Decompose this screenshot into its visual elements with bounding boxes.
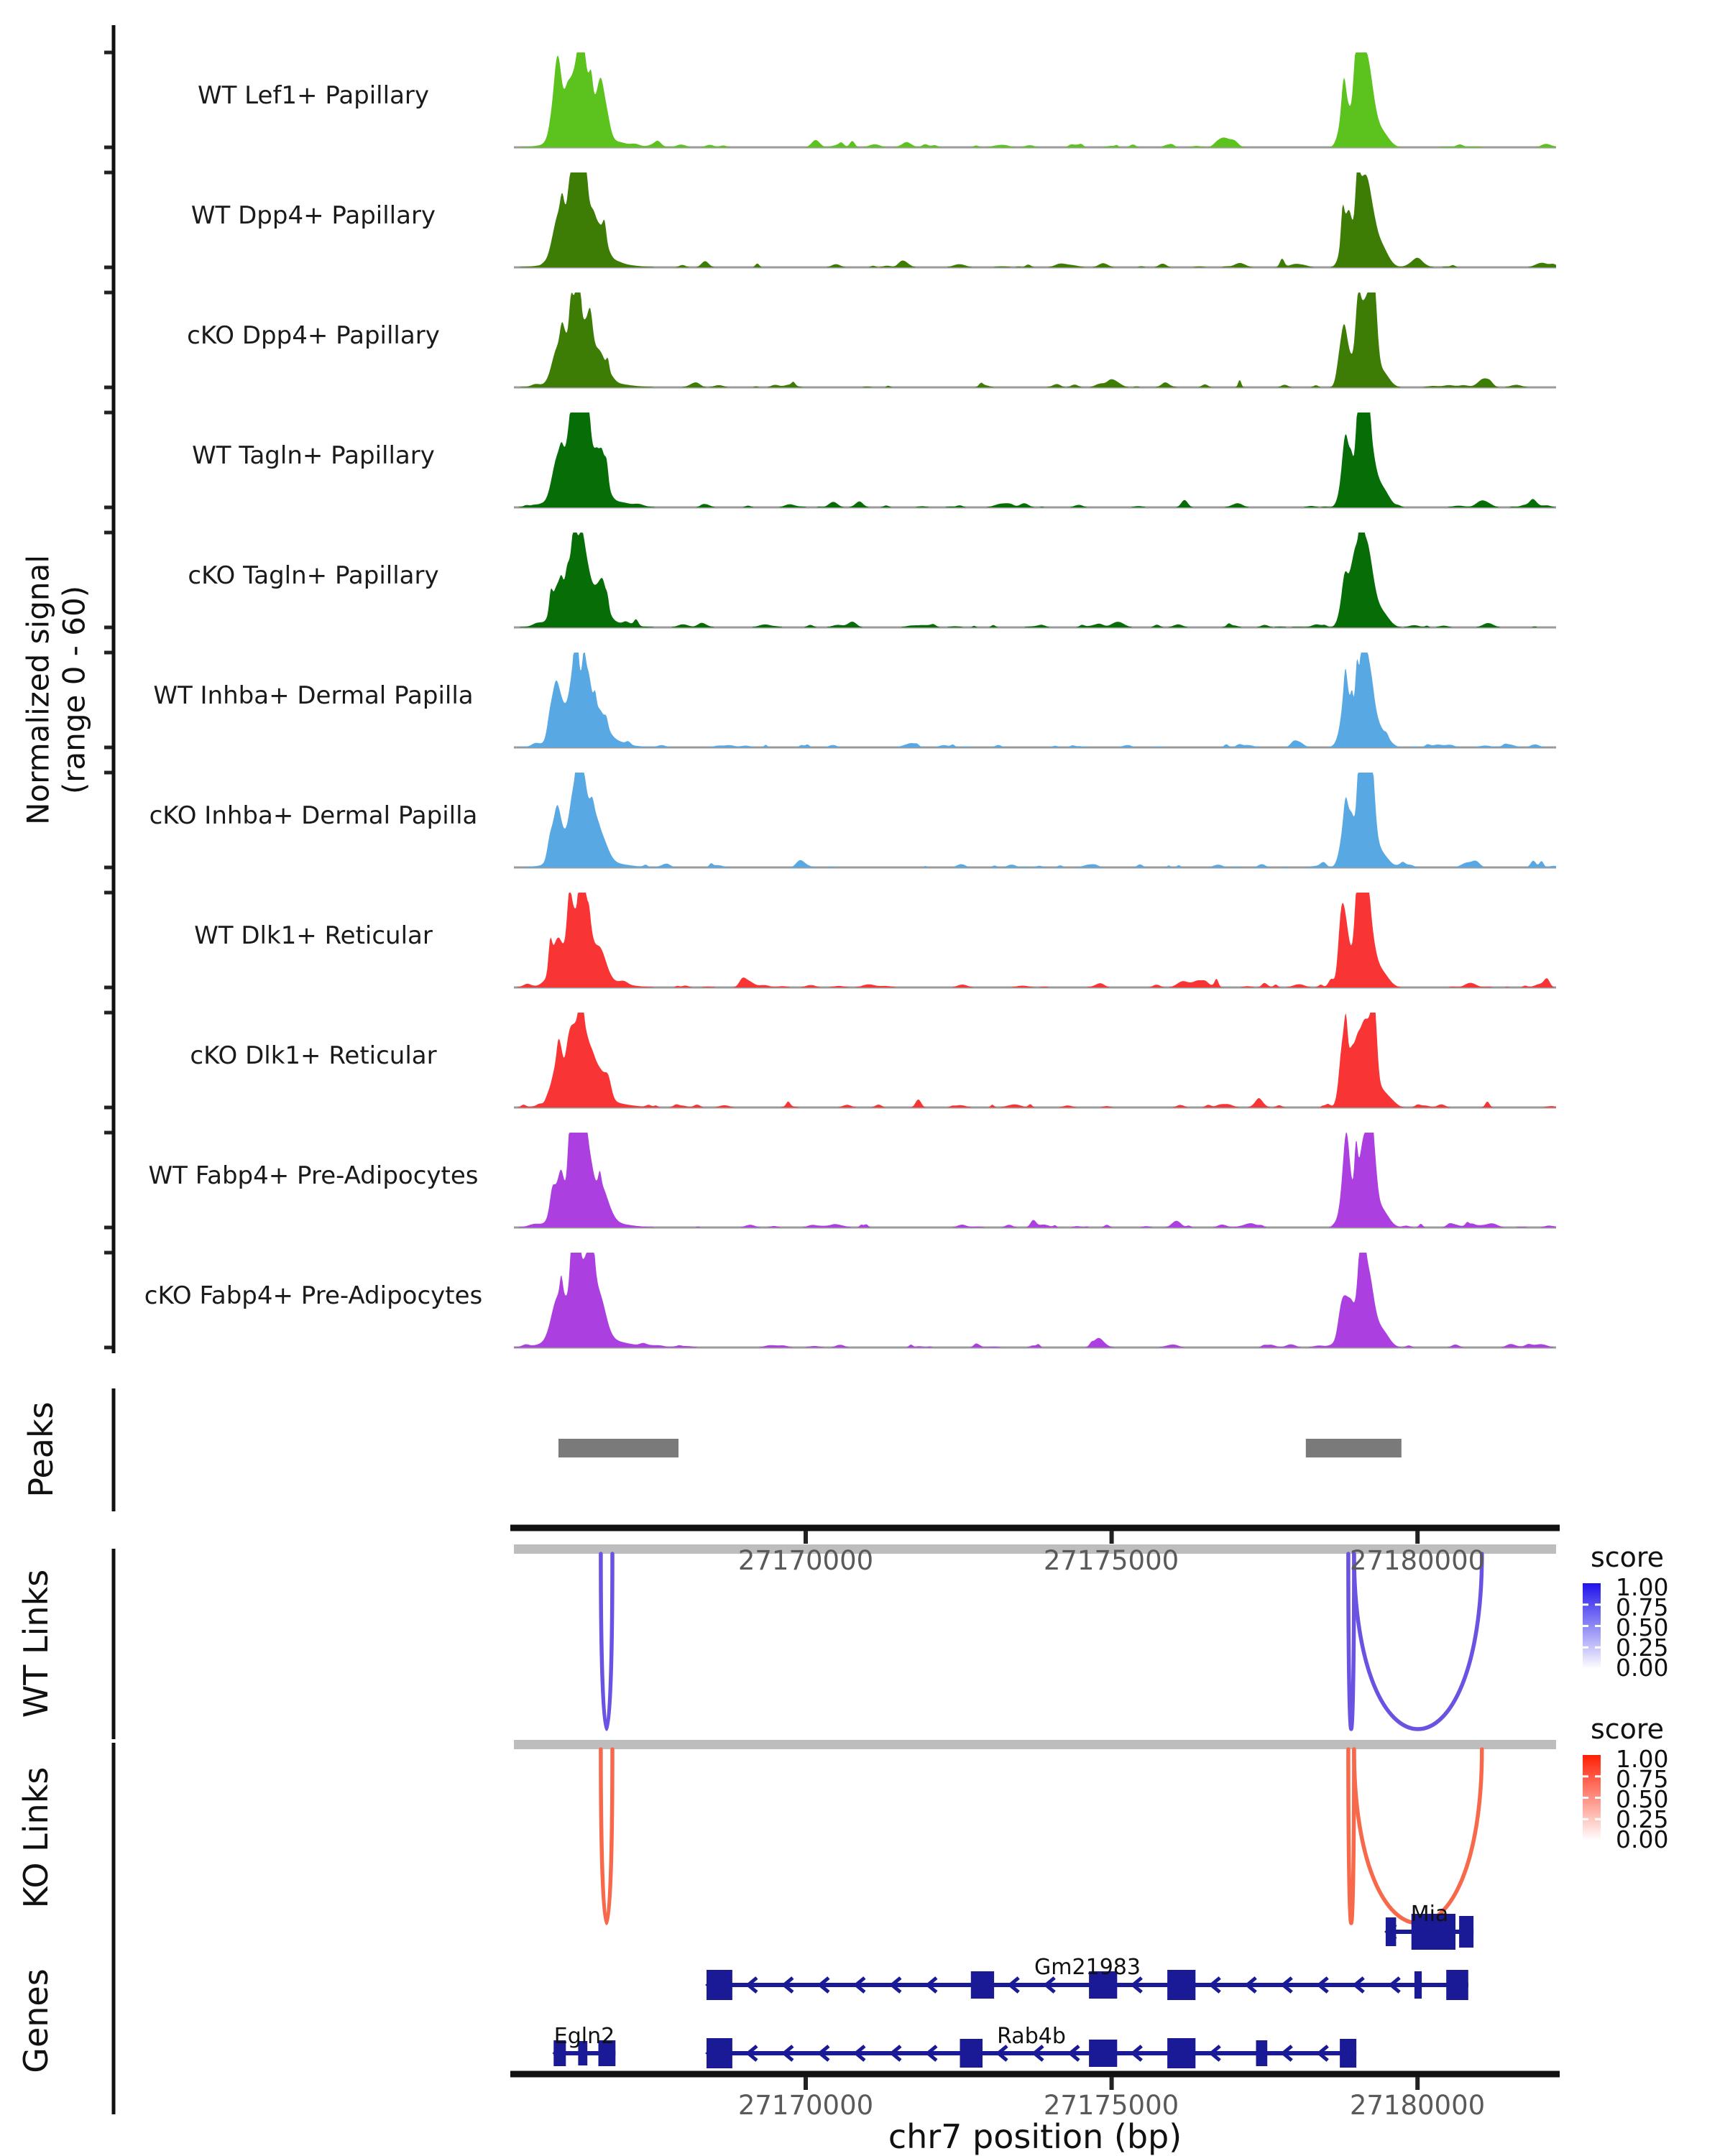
gene-label-egln2: Egln2 bbox=[553, 2024, 615, 2049]
gene-exon bbox=[1414, 1971, 1422, 1999]
signal-axis-label bbox=[20, 555, 91, 825]
x-axis-title: chr7 position (bp) bbox=[888, 2117, 1182, 2156]
wt-score-level-100: 1.00 bbox=[1616, 1573, 1669, 1601]
signal-axis-label-line2: (range 0 - 60) bbox=[56, 585, 91, 795]
signal-area bbox=[514, 773, 1556, 867]
track-label-wt-inhba: WT Inhba+ Dermal Papilla bbox=[153, 681, 474, 710]
track-label-wt-fabp4: WT Fabp4+ Pre-Adipocytes bbox=[148, 1161, 479, 1190]
link-arc bbox=[1354, 1554, 1482, 1729]
wt-score-level-000: 0.00 bbox=[1616, 1654, 1669, 1682]
gene-exon bbox=[1340, 2039, 1356, 2068]
chromosome-bar bbox=[514, 1740, 1556, 1749]
ko-score-level-050: 0.50 bbox=[1616, 1785, 1669, 1813]
signal-area bbox=[514, 893, 1556, 987]
gene-exon bbox=[971, 1971, 994, 1999]
track-label-wt-lef1: WT Lef1+ Papillary bbox=[197, 81, 430, 110]
ko-score-level-100: 1.00 bbox=[1616, 1745, 1669, 1773]
signal-area bbox=[514, 52, 1556, 147]
ko-links-section-label: KO Links bbox=[17, 1766, 55, 1909]
peaks-section-label: Peaks bbox=[22, 1401, 60, 1498]
signal-axis-label-line1: Normalized signal bbox=[20, 555, 56, 825]
link-arc bbox=[601, 1749, 612, 1923]
link-arc bbox=[601, 1554, 612, 1729]
axis2-tick-27170000: 27170000 bbox=[737, 2090, 874, 2121]
axis2-tick-27175000: 27175000 bbox=[1043, 2090, 1179, 2121]
wt-links-section-label: WT Links bbox=[17, 1569, 55, 1718]
ko-score-legend-title: score bbox=[1590, 1713, 1665, 1745]
genes-section-label: Genes bbox=[17, 1968, 55, 2073]
signal-area bbox=[514, 413, 1556, 507]
gene-exon bbox=[1167, 2038, 1195, 2068]
gene-label-gm21983: Gm21983 bbox=[1034, 1955, 1141, 1980]
track-label-cko-fabp4: cKO Fabp4+ Pre-Adipocytes bbox=[144, 1281, 483, 1310]
signal-area bbox=[514, 1133, 1556, 1227]
axis1-tick-27170000: 27170000 bbox=[737, 1545, 874, 1576]
gene-label-rab4b: Rab4b bbox=[997, 2024, 1066, 2049]
gene-exon bbox=[1446, 1970, 1468, 2000]
axis2-tick-27180000: 27180000 bbox=[1349, 2090, 1486, 2121]
track-label-wt-dlk1: WT Dlk1+ Reticular bbox=[194, 921, 433, 950]
signal-area bbox=[514, 653, 1556, 747]
peak-bar bbox=[558, 1439, 678, 1457]
signal-area bbox=[514, 533, 1556, 627]
wt-score-level-075: 0.75 bbox=[1616, 1593, 1669, 1621]
track-label-cko-tagln: cKO Tagln+ Papillary bbox=[188, 561, 439, 590]
gene-exon bbox=[707, 1970, 732, 2000]
signal-area bbox=[514, 172, 1556, 267]
axis1-tick-27180000: 27180000 bbox=[1349, 1545, 1486, 1576]
signal-area bbox=[514, 1013, 1556, 1107]
link-arc bbox=[1354, 1749, 1482, 1923]
ko-score-level-075: 0.75 bbox=[1616, 1765, 1669, 1793]
track-label-wt-tagln: WT Tagln+ Papillary bbox=[192, 441, 435, 470]
gene-exon bbox=[1256, 2040, 1268, 2066]
track-label-cko-dpp4: cKO Dpp4+ Papillary bbox=[187, 321, 440, 350]
track-label-wt-dpp4: WT Dpp4+ Papillary bbox=[190, 201, 436, 230]
ko-score-level-000: 0.00 bbox=[1616, 1825, 1669, 1853]
track-label-cko-inhba: cKO Inhba+ Dermal Papilla bbox=[149, 801, 478, 830]
peak-bar bbox=[1306, 1439, 1402, 1457]
gene-label-mia: Mia bbox=[1410, 1902, 1449, 1927]
wt-score-level-025: 0.25 bbox=[1616, 1634, 1669, 1662]
wt-score-legend-title: score bbox=[1590, 1542, 1665, 1573]
wt-score-level-050: 0.50 bbox=[1616, 1613, 1669, 1641]
ko-score-level-025: 0.25 bbox=[1616, 1805, 1669, 1833]
axis1-tick-27175000: 27175000 bbox=[1043, 1545, 1179, 1576]
signal-area bbox=[514, 1253, 1556, 1348]
signal-area bbox=[514, 292, 1556, 387]
gene-exon bbox=[707, 2038, 732, 2068]
track-label-cko-dlk1: cKO Dlk1+ Reticular bbox=[190, 1041, 437, 1070]
